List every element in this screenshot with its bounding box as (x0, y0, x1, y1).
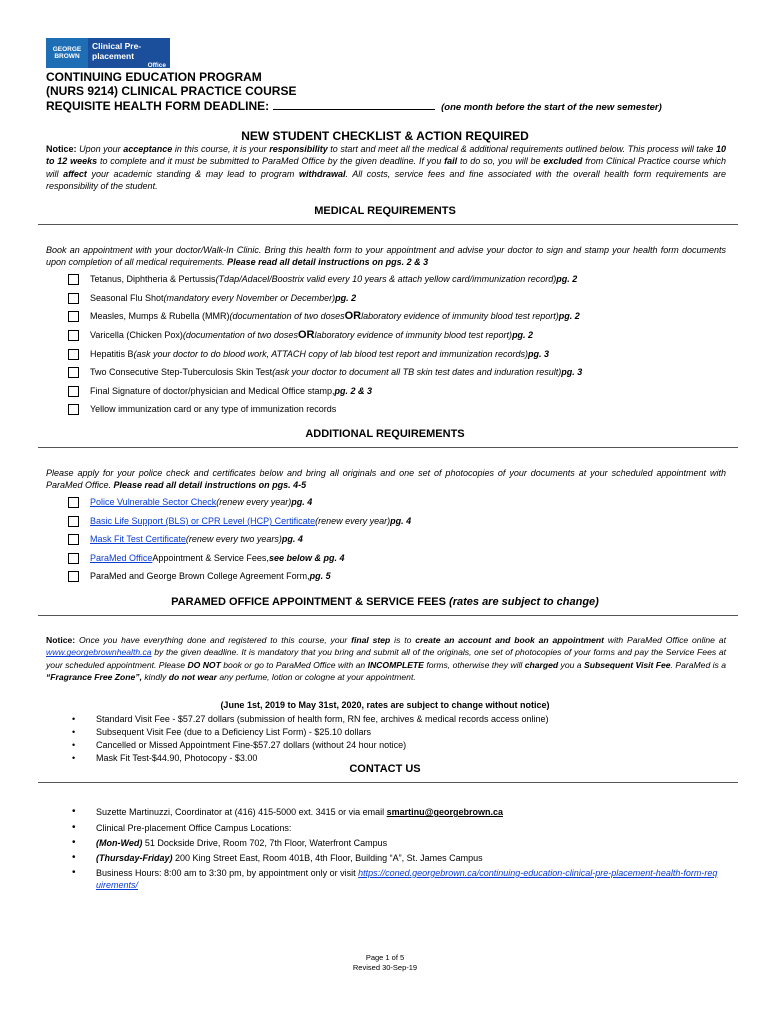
checklist-item-agreement-form (68, 568, 331, 584)
notice-emph: do not wear (168, 672, 217, 683)
checklist-item-tb-test (68, 364, 582, 380)
fee-text: Standard Visit Fee - $57.27 dollars (submission of health form, RN fee, archives & medical records access online) (96, 714, 549, 724)
contact-locations (72, 822, 291, 834)
checkbox[interactable] (68, 516, 79, 527)
fee-item (72, 739, 406, 752)
notice-emph: 10 to 12 weeks (46, 144, 726, 167)
checklist-item-tdap (68, 271, 577, 287)
checklist-item-varicella (68, 327, 533, 343)
logo-college-line2: BROWN (54, 53, 80, 60)
notice-text: your academic standing & may lead to program (86, 168, 299, 179)
logo-college-line1: GEORGE (52, 46, 82, 53)
checkbox[interactable] (68, 293, 79, 304)
logo-mark (46, 38, 88, 68)
notice-emph: responsibility (269, 144, 328, 154)
college-logo (46, 38, 170, 68)
additional-intro (46, 467, 726, 492)
item-page: pg. 3 (528, 349, 550, 359)
contact-coordinator (72, 806, 503, 818)
checkbox[interactable] (68, 386, 79, 397)
location-address: 200 King Street East, Room 401B, 4th Floor, Building “A”, St. James Campus (172, 853, 483, 863)
police-check-link[interactable]: Police Vulnerable Sector Check (90, 497, 217, 507)
medical-intro (46, 244, 726, 269)
contact-title: CONTACT US (349, 763, 421, 775)
rates-heading: (June 1st, 2019 to May 31st, 2020, rates are subject to change without notice) (220, 700, 550, 710)
checklist-item-flu (68, 290, 356, 306)
item-or: OR (297, 329, 315, 341)
mask-fit-link[interactable]: Mask Fit Test Certificate (90, 534, 186, 544)
location-days: (Thursday-Friday) (96, 853, 173, 863)
deadline-note: (one month before the start of the new semester) (441, 102, 662, 113)
notice-emph: fail (444, 156, 458, 167)
location-days: (Mon-Wed) (96, 838, 143, 848)
location-address: 51 Dockside Drive, Room 702, 7th Floor, Waterfront Campus (142, 838, 388, 848)
checkbox[interactable] (68, 404, 79, 415)
notice-text: any perfume, lotion or cologne at your appointment. (216, 672, 416, 683)
item-label: Varicella (Chicken Pox) (90, 330, 183, 340)
contact-location-waterfront (72, 837, 387, 849)
medical-intro-text: Book an appointment with your doctor/Walk-In Clinic. Bring this health form to your appointment and advise your doctor to sign and stamp your health form documents upon completion of all medical requirements. (46, 245, 726, 268)
bls-cpr-link[interactable]: Basic Life Support (BLS) or CPR Level (HCP) Certificate (90, 516, 316, 526)
fee-text: Subsequent Visit Fee (due to a Deficiency List Form) - $25.10 dollars (96, 727, 371, 737)
fees-title (0, 596, 770, 608)
item-page: pg. 2 (335, 293, 357, 303)
deadline-label: REQUISITE HEALTH FORM DEADLINE: (46, 99, 270, 113)
page-number: Page 1 of 5 (365, 953, 405, 962)
item-note: (renew every two years) (185, 534, 282, 544)
item-note: (ask your doctor to document all TB skin test dates and induration result) (272, 367, 562, 377)
notice-label: Notice: (46, 635, 76, 645)
bullet-icon: • (72, 867, 76, 878)
additional-requirements-title: ADDITIONAL REQUIREMENTS (305, 428, 465, 440)
fee-item (72, 713, 549, 726)
checkbox[interactable] (68, 311, 79, 322)
contact-location-st-james (72, 852, 483, 864)
section-divider (38, 224, 738, 225)
checklist-notice (46, 143, 726, 193)
notice-emph: create an account and book an appointment (415, 635, 605, 645)
coordinator-text: Suzette Martinuzzi, Coordinator at (416) 415-5000 ext. 3415 or via email (96, 807, 387, 817)
item-page: pg. 5 (309, 571, 331, 581)
checkbox[interactable] (68, 274, 79, 285)
checkbox[interactable] (68, 330, 79, 341)
checklist-title: NEW STUDENT CHECKLIST & ACTION REQUIRED (241, 129, 529, 143)
bullet-icon: • (72, 714, 76, 724)
notice-emph: affect (63, 168, 87, 179)
checklist-item-final-signature (68, 383, 372, 399)
item-note: laboratory evidence of immunity blood test report) (314, 330, 513, 340)
revision-date: Revised 30-Sep-19 (352, 963, 418, 972)
health-form-requirements-link[interactable]: https://coned.georgebrown.ca/continuing-education-clinical-pre-placement-health-form-requirements/ (96, 868, 718, 890)
checkbox[interactable] (68, 534, 79, 545)
bullet-icon: • (72, 740, 76, 750)
notice-text: . ParaMed is a (670, 659, 726, 670)
program-title: CONTINUING EDUCATION PROGRAM (46, 70, 262, 84)
bullet-icon: • (72, 837, 76, 848)
notice-text: Upon your (76, 144, 124, 154)
checklist-item-mmr (68, 308, 580, 324)
additional-intro-bold: Please read all detail instructions on pgs. 4-5 (113, 480, 307, 491)
notice-text: is to (390, 635, 416, 645)
item-note: (documentation of two doses (229, 311, 345, 321)
deadline-line (46, 99, 662, 115)
checklist-item-police-check (68, 494, 312, 510)
fee-text: Mask Fit Test-$44.90, Photocopy - $3.00 (96, 753, 258, 763)
item-label: Seasonal Flu Shot (90, 293, 164, 303)
fees-notice (46, 634, 726, 684)
medical-requirements-title: MEDICAL REQUIREMENTS (314, 205, 456, 217)
logo-office-word: Office (147, 62, 166, 69)
checkbox[interactable] (68, 497, 79, 508)
notice-text: with ParaMed Office online at (604, 635, 726, 645)
notice-text: to do so, you will be (457, 156, 544, 167)
notice-label: Notice: (46, 144, 77, 154)
bullet-icon: • (72, 727, 76, 737)
notice-emph: excluded (543, 156, 583, 167)
course-title: (NURS 9214) CLINICAL PRACTICE COURSE (46, 84, 297, 98)
item-note: (ask your doctor to do blood work, ATTACH copy of lab blood test report and immunization records) (133, 349, 529, 359)
paramed-office-link[interactable]: ParaMed Office (90, 553, 153, 563)
notice-text: kindly (142, 672, 169, 683)
section-divider (38, 615, 738, 616)
notice-text: you a (558, 659, 584, 670)
item-page: pg. 2 (558, 311, 580, 321)
notice-text: . All costs, service fees and fine associated with the overall health form requirements are responsibility of the student. (46, 168, 727, 192)
item-note: (renew every year) (315, 516, 391, 526)
bullet-icon: • (72, 852, 76, 863)
item-page: see below & pg. 4 (268, 553, 345, 563)
notice-text: in this course, it is your (172, 144, 270, 154)
notice-emph: withdrawal (298, 168, 346, 179)
item-page: pg. 3 (561, 367, 583, 377)
notice-text: to complete and it must be submitted to ParaMed Office by the given deadline. If you (97, 156, 445, 167)
section-divider (38, 782, 738, 783)
logo-office-name (88, 38, 170, 68)
item-label: Final Signature of doctor/physician and Medical Office stamp, (90, 386, 335, 396)
notice-text: by the given deadline. It is mandatory that you bring and submit all of the originals, one set of photocopies of your forms and pay the Service Fees at your scheduled appointment. Please (46, 647, 726, 670)
fees-title-note: (rates are subject to change) (449, 596, 599, 608)
item-page: pg. 2 & 3 (334, 386, 372, 396)
item-label: Hepatitis B (90, 349, 134, 359)
hours-text: Business Hours: 8:00 am to 3:30 pm, by appointment only or visit (96, 868, 359, 878)
medical-intro-bold: Please read all detail instructions on pgs. 2 & 3 (227, 257, 429, 268)
item-page: pg. 4 (390, 516, 412, 526)
locations-label: Clinical Pre-placement Office Campus Locations: (96, 823, 292, 833)
checklist-item-paramed-fees (68, 550, 344, 566)
item-note: laboratory evidence of immunity blood test report) (361, 311, 559, 321)
checkbox[interactable] (68, 367, 79, 378)
notice-text: from Clinical Practice course which will (46, 156, 727, 179)
fee-item (72, 726, 371, 739)
checkbox[interactable] (68, 553, 79, 564)
notice-text: forms, otherwise they will (423, 659, 525, 670)
notice-emph: Subsequent Visit Fee (583, 659, 671, 670)
item-note: (Tdap/Adacel/Boostrix valid every 10 years & attach yellow card/immunization record) (215, 274, 557, 284)
checklist-item-immunization-card (68, 401, 336, 417)
checklist-item-bls-cpr (68, 513, 411, 529)
notice-emph: INCOMPLETE (367, 659, 424, 670)
item-note: (mandatory every November or December) (163, 293, 336, 303)
notice-emph: “Fragrance Free Zone”, (46, 672, 142, 683)
item-label: Two Consecutive Step-Tuberculosis Skin Test (90, 367, 273, 377)
contact-hours (72, 867, 722, 891)
item-label: ParaMed and George Brown College Agreement Form, (90, 571, 310, 581)
item-note: (renew every year) (216, 497, 292, 507)
item-label: Measles, Mumps & Rubella (MMR) (90, 311, 230, 321)
item-note: (documentation of two doses (182, 330, 298, 340)
bullet-icon: • (72, 753, 76, 763)
notice-text: Once you have everything done and registered to this course, your (75, 635, 352, 645)
checkbox[interactable] (68, 571, 79, 582)
notice-emph: acceptance (123, 144, 173, 154)
notice-text: to start and meet all the medical & additional requirements outlined below. This process will take (327, 144, 716, 154)
item-label: Tetanus, Diphtheria & Pertussis (90, 274, 216, 284)
checkbox[interactable] (68, 349, 79, 360)
email-link[interactable]: smartinu@georgebrown.ca (386, 807, 503, 817)
item-page: pg. 4 (291, 497, 313, 507)
item-label: Appointment & Service Fees, (152, 553, 269, 563)
section-divider (38, 447, 738, 448)
bullet-icon: • (72, 822, 76, 833)
fees-title-text: PARAMED OFFICE APPOINTMENT & SERVICE FEES (171, 596, 450, 608)
notice-emph: charged (524, 659, 559, 670)
fee-text: Cancelled or Missed Appointment Fine-$57.27 dollars (without 24 hour notice) (96, 740, 407, 750)
item-or: OR (344, 310, 362, 322)
item-page: pg. 4 (281, 534, 303, 544)
bullet-icon: • (72, 806, 76, 817)
logo-office-title: Clinical Pre-placement (92, 41, 142, 61)
item-page: pg. 2 (556, 274, 578, 284)
notice-emph: final step (351, 635, 391, 645)
item-label: Yellow immunization card or any type of immunization records (90, 404, 337, 414)
notice-emph: DO NOT (187, 659, 221, 670)
checklist-item-hepatitis-b (68, 346, 549, 362)
additional-intro-text: Please apply for your police check and certificates below and bring all originals and one set of photocopies of your documents at your scheduled appointment with ParaMed Office. (46, 468, 726, 491)
checklist-item-mask-fit (68, 531, 303, 547)
georgebrownhealth-link[interactable]: www.georgebrownhealth.ca (46, 647, 152, 658)
notice-text: book or go to ParaMed Office with an (220, 659, 368, 670)
deadline-blank-field[interactable] (273, 99, 435, 110)
item-page: pg. 2 (512, 330, 534, 340)
